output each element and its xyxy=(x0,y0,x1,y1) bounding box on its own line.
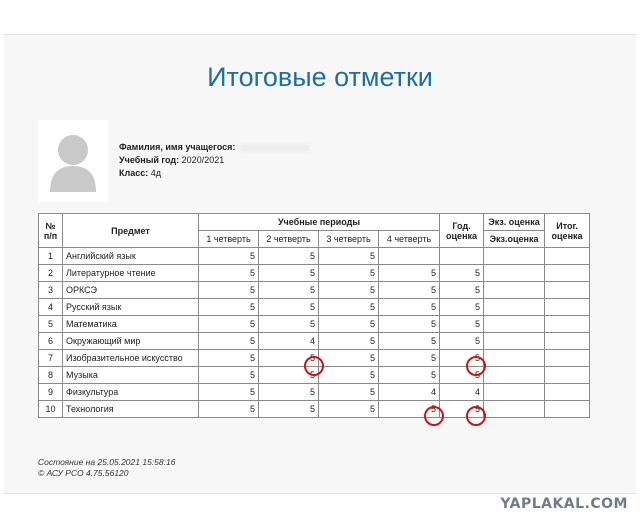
subject-name: Изобразительное искусство xyxy=(63,350,199,367)
avatar-placeholder-icon xyxy=(38,120,108,202)
grade-exam xyxy=(484,299,545,316)
grade-exam xyxy=(484,265,545,282)
grade-exam xyxy=(484,248,545,265)
header-final-grade: Итог. оценка xyxy=(545,214,590,248)
subject-name: Математика xyxy=(63,316,199,333)
grade-q3: 5 xyxy=(319,384,379,401)
grade-q3: 5 xyxy=(319,265,379,282)
grade-q2: 5 xyxy=(259,282,319,299)
grade-q1: 5 xyxy=(199,282,259,299)
grade-q3: 5 xyxy=(319,401,379,418)
school-year-label: Учебный год: xyxy=(119,155,180,165)
grade-final xyxy=(545,316,590,333)
grade-final xyxy=(545,367,590,384)
row-number: 2 xyxy=(39,265,63,282)
row-number: 9 xyxy=(39,384,63,401)
grade-q4: 4 xyxy=(379,384,440,401)
table-row xyxy=(39,384,590,401)
grade-q3: 5 xyxy=(319,299,379,316)
grade-q4: 5 xyxy=(379,367,440,384)
table-row xyxy=(39,282,590,299)
grade-q2: 5 xyxy=(259,350,319,367)
subject-name: Музыка xyxy=(63,367,199,384)
subject-name: Английский язык xyxy=(63,248,199,265)
header-q3: 3 четверть xyxy=(319,231,379,248)
grade-q2: 5 xyxy=(259,401,319,418)
subject-name: Русский язык xyxy=(63,299,199,316)
school-year-row xyxy=(119,154,309,167)
header-subject: Предмет xyxy=(63,214,199,248)
grade-year: 5 xyxy=(440,265,484,282)
class-label: Класс: xyxy=(119,168,149,178)
grade-final xyxy=(545,333,590,350)
table-row xyxy=(39,401,590,418)
grade-exam xyxy=(484,282,545,299)
grade-q3: 5 xyxy=(319,350,379,367)
subject-name: Окружающий мир xyxy=(63,333,199,350)
row-number: 10 xyxy=(39,401,63,418)
header-num: № п/п xyxy=(39,214,63,248)
grade-year: 5 xyxy=(440,333,484,350)
grade-q3: 5 xyxy=(319,316,379,333)
grade-q3: 5 xyxy=(319,282,379,299)
grade-final xyxy=(545,282,590,299)
grade-year: 5 xyxy=(440,282,484,299)
table-row xyxy=(39,248,590,265)
row-number: 3 xyxy=(39,282,63,299)
grade-exam xyxy=(484,316,545,333)
highlight-circle-year-row9 xyxy=(466,406,486,426)
row-number: 8 xyxy=(39,367,63,384)
school-year-value: 2020/2021 xyxy=(181,155,225,165)
grade-year: 5 xyxy=(440,299,484,316)
grade-q1: 5 xyxy=(199,265,259,282)
student-name-row xyxy=(119,141,309,154)
grade-year: 5 xyxy=(440,316,484,333)
table-row xyxy=(39,316,590,333)
row-number: 6 xyxy=(39,333,63,350)
subject-name: Технология xyxy=(63,401,199,418)
header-exam-grade: Экз. оценка xyxy=(484,214,545,231)
grade-year xyxy=(440,248,484,265)
grade-final xyxy=(545,384,590,401)
header-periods: Учебные периоды xyxy=(199,214,440,231)
grade-final xyxy=(545,265,590,282)
grade-q1: 5 xyxy=(199,248,259,265)
highlight-circle-year-row6 xyxy=(466,356,486,376)
grade-q2: 5 xyxy=(259,367,319,384)
grade-exam xyxy=(484,350,545,367)
version-info: © АСУ РСО 4.75.56120 xyxy=(38,468,129,478)
student-name-label: Фамилия, имя учащегося: xyxy=(119,142,236,152)
table-row xyxy=(39,265,590,282)
grade-q1: 5 xyxy=(199,316,259,333)
grade-exam xyxy=(484,333,545,350)
grade-year: 5 xyxy=(440,367,484,384)
grade-final xyxy=(545,299,590,316)
grade-q4: 5 xyxy=(379,265,440,282)
footer xyxy=(38,457,175,479)
grade-q1: 5 xyxy=(199,299,259,316)
grade-q4: 5 xyxy=(379,333,440,350)
row-number: 5 xyxy=(39,316,63,333)
header-year-grade: Год. оценка xyxy=(440,214,484,248)
grade-q2: 5 xyxy=(259,299,319,316)
highlight-circle-q4-row9 xyxy=(424,406,444,426)
grades-table xyxy=(38,213,590,418)
grade-q3: 5 xyxy=(319,333,379,350)
grade-q2: 4 xyxy=(259,333,319,350)
grade-exam xyxy=(484,384,545,401)
grade-q1: 5 xyxy=(199,401,259,418)
student-info xyxy=(119,141,309,180)
grade-q2: 5 xyxy=(259,316,319,333)
grade-q4: 5 xyxy=(379,350,440,367)
grade-q1: 5 xyxy=(199,367,259,384)
header-exam-sub: Экз.оценка xyxy=(484,231,545,248)
row-number: 4 xyxy=(39,299,63,316)
subject-name: Физкультура xyxy=(63,384,199,401)
subject-name: Литературное чтение xyxy=(63,265,199,282)
grade-q1: 5 xyxy=(199,384,259,401)
table-row xyxy=(39,333,590,350)
grade-q2: 5 xyxy=(259,265,319,282)
grade-q3: 5 xyxy=(319,367,379,384)
grade-final xyxy=(545,248,590,265)
grade-exam xyxy=(484,401,545,418)
grade-q4: 5 xyxy=(379,299,440,316)
grade-final xyxy=(545,350,590,367)
table-header-row xyxy=(39,214,590,231)
row-number: 1 xyxy=(39,248,63,265)
grade-year: 4 xyxy=(440,384,484,401)
class-row xyxy=(119,167,309,180)
grade-q2: 5 xyxy=(259,384,319,401)
highlight-circle-q2-row6 xyxy=(304,356,324,376)
page-title: Итоговые отметки xyxy=(207,62,433,92)
subject-name: ОРКСЭ xyxy=(63,282,199,299)
status-timestamp: Состояние на 25.05.2021 15:58:16 xyxy=(38,457,176,467)
grade-q2: 5 xyxy=(259,248,319,265)
grade-exam xyxy=(484,367,545,384)
class-value: 4д xyxy=(150,168,162,178)
grade-q4 xyxy=(379,248,440,265)
grade-q1: 5 xyxy=(199,350,259,367)
grade-year: 5 xyxy=(440,350,484,367)
grade-final xyxy=(545,401,590,418)
header-q2: 2 четверть xyxy=(259,231,319,248)
site-watermark: YAPLAKAL.COM xyxy=(500,496,628,512)
grade-q3: 5 xyxy=(319,248,379,265)
grade-q1: 5 xyxy=(199,333,259,350)
header-q4: 4 четверть xyxy=(379,231,440,248)
grade-q4: 5 xyxy=(379,401,440,418)
grade-q4: 5 xyxy=(379,316,440,333)
redacted-name xyxy=(239,144,309,152)
header-q1: 1 четверть xyxy=(199,231,259,248)
table-row xyxy=(39,299,590,316)
row-number: 7 xyxy=(39,350,63,367)
grade-q4: 5 xyxy=(379,282,440,299)
grade-year: 5 xyxy=(440,401,484,418)
